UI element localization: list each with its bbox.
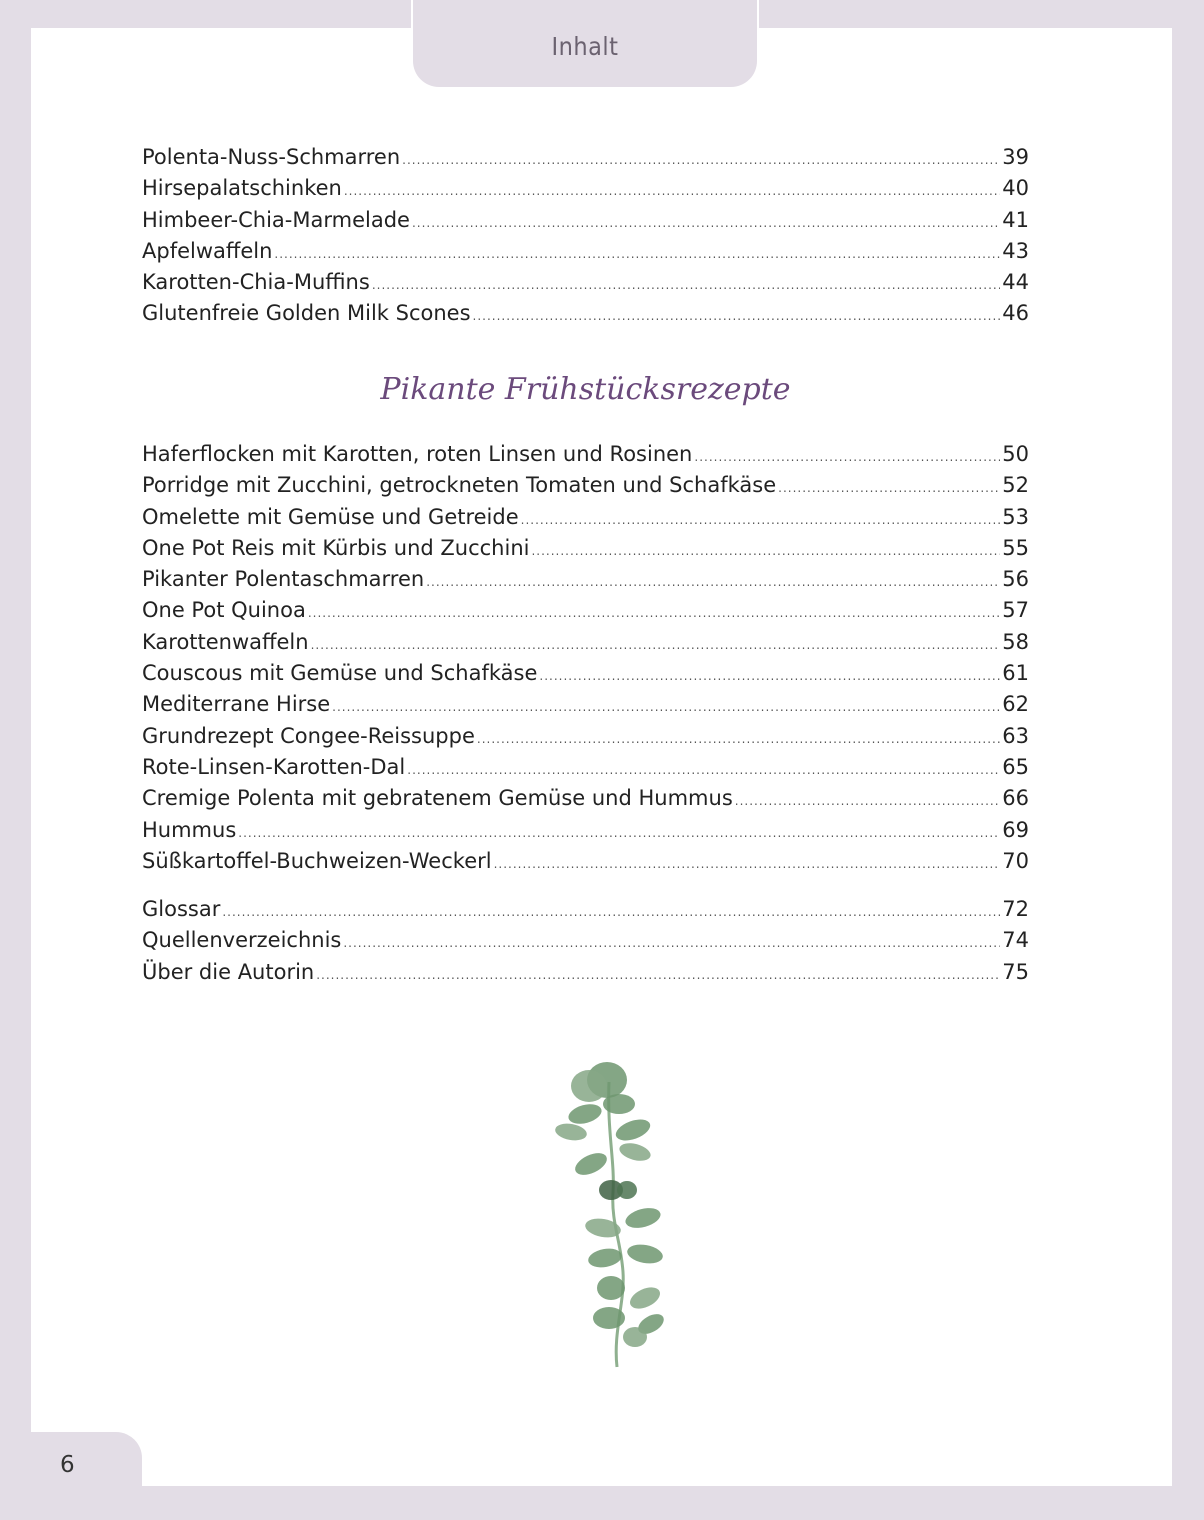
toc-entry-title: Rote-Linsen-Karotten-Dal xyxy=(142,754,406,779)
toc-entry-page: 56 xyxy=(1002,567,1029,592)
toc-entry-page: 39 xyxy=(1002,145,1029,169)
page-number: 6 xyxy=(60,1452,75,1478)
toc-entry-page: 50 xyxy=(1002,442,1029,466)
toc-entry-title: Himbeer-Chia-Marmelade xyxy=(142,207,410,232)
section-heading: Pikante Frühstücksrezepte xyxy=(380,372,791,407)
toc-entry-title: Porridge mit Zucchini, getrockneten Tomaten und Schafkäse xyxy=(142,473,777,498)
toc-entry-title: Karottenwaffeln xyxy=(142,629,309,654)
toc-entry-title: Polenta-Nuss-Schmarren xyxy=(142,145,401,169)
toc-entry-page: 66 xyxy=(1002,786,1029,811)
toc-entry-page: 72 xyxy=(1002,897,1029,921)
toc-entry-page: 52 xyxy=(1002,473,1029,498)
toc-dot-leader xyxy=(778,473,1000,504)
toc-entry-page: 41 xyxy=(1002,207,1029,232)
toc-dot-leader xyxy=(316,960,1000,991)
toc-entry-page: 55 xyxy=(1002,535,1029,560)
toc-dot-leader xyxy=(477,724,1000,755)
toc-entry-page: 53 xyxy=(1002,504,1029,529)
toc-entry-page: 46 xyxy=(1002,301,1029,326)
toc-entry xyxy=(142,236,1029,267)
toc-dot-leader xyxy=(332,692,1000,723)
toc-entry-page: 63 xyxy=(1002,723,1029,748)
page-title: Inhalt xyxy=(551,32,619,61)
toc-dot-leader xyxy=(274,239,1000,270)
toc-entry-page: 75 xyxy=(1002,959,1029,984)
toc-dot-leader xyxy=(735,786,1001,817)
toc-entry-title: Süßkartoffel-Buchweizen-Weckerl xyxy=(142,848,492,873)
toc-entry-page: 70 xyxy=(1002,848,1029,873)
toc-list-savory xyxy=(142,439,1029,877)
toc-entry-title: Mediterrane Hirse xyxy=(142,692,331,717)
toc-dot-leader xyxy=(343,928,1000,959)
toc-entry-page: 74 xyxy=(1002,928,1029,953)
toc-dot-leader xyxy=(426,567,1000,598)
toc-entry-page: 65 xyxy=(1002,754,1029,779)
toc-entry-title: Apfelwaffeln xyxy=(142,238,273,263)
toc-entry-page: 69 xyxy=(1002,817,1029,842)
toc-entry xyxy=(142,298,1029,329)
toc-dot-leader xyxy=(402,145,1000,176)
toc-entry xyxy=(142,925,1029,956)
toc-dot-leader xyxy=(473,301,1001,332)
toc-entry xyxy=(142,815,1029,846)
toc-entry xyxy=(142,502,1029,533)
toc-dot-leader xyxy=(407,755,1000,786)
toc-dot-leader xyxy=(494,849,1001,880)
toc-entry-title: Über die Autorin xyxy=(142,959,315,984)
toc-entry xyxy=(142,689,1029,720)
toc-entry xyxy=(142,783,1029,814)
toc-dot-leader xyxy=(238,818,1000,849)
toc-entry-title: Karotten-Chia-Muffins xyxy=(142,270,370,295)
toc-dot-leader xyxy=(694,442,1000,473)
toc-entry-page: 57 xyxy=(1002,598,1029,623)
toc-entry-title: Haferflocken mit Karotten, roten Linsen und Rosinen xyxy=(142,442,693,466)
toc-entry xyxy=(142,173,1029,204)
toc-entry xyxy=(142,721,1029,752)
eucalyptus-sprig-icon xyxy=(545,1052,675,1372)
toc-entry-title: Omelette mit Gemüse und Getreide xyxy=(142,504,519,529)
toc-entry-page: 61 xyxy=(1002,661,1029,686)
toc-entry-page: 58 xyxy=(1002,629,1029,654)
toc-dot-leader xyxy=(311,630,1001,661)
toc-dot-leader xyxy=(412,208,1000,239)
toc-entry-title: Grundrezept Congee-Reissuppe xyxy=(142,723,475,748)
toc-entry xyxy=(142,267,1029,298)
toc-dot-leader xyxy=(521,505,1001,536)
toc-entry xyxy=(142,658,1029,689)
toc-entry xyxy=(142,752,1029,783)
toc-entry xyxy=(142,894,1029,925)
toc-list-sweet xyxy=(142,142,1029,330)
toc-entry xyxy=(142,533,1029,564)
toc-entry-page: 40 xyxy=(1002,176,1029,201)
toc-entry xyxy=(142,142,1029,173)
toc-entry-page: 43 xyxy=(1002,238,1029,263)
toc-list-appendix xyxy=(142,894,1029,988)
toc-entry xyxy=(142,564,1029,595)
toc-entry-title: Cremige Polenta mit gebratenem Gemüse und Hummus xyxy=(142,786,733,811)
toc-entry-title: Glutenfreie Golden Milk Scones xyxy=(142,301,471,326)
toc-entry xyxy=(142,846,1029,877)
toc-entry-page: 44 xyxy=(1002,270,1029,295)
toc-entry-title: Hirsepalatschinken xyxy=(142,176,342,201)
toc-dot-leader xyxy=(222,897,1000,928)
toc-dot-leader xyxy=(308,598,1000,629)
toc-entry-title: Couscous mit Gemüse und Schafkäse xyxy=(142,661,538,686)
header-tab xyxy=(411,0,759,89)
toc-dot-leader xyxy=(372,270,1000,301)
toc-entry xyxy=(142,627,1029,658)
toc-entry xyxy=(142,957,1029,988)
toc-entry xyxy=(142,205,1029,236)
toc-entry-title: One Pot Reis mit Kürbis und Zucchini xyxy=(142,535,530,560)
toc-entry-title: Quellenverzeichnis xyxy=(142,928,342,953)
toc-dot-leader xyxy=(531,536,1000,567)
toc-entry-page: 62 xyxy=(1002,692,1029,717)
toc-entry-title: Pikanter Polentaschmarren xyxy=(142,567,425,592)
toc-entry xyxy=(142,595,1029,626)
toc-entry-title: Glossar xyxy=(142,897,221,921)
toc-entry-title: Hummus xyxy=(142,817,237,842)
toc-entry xyxy=(142,470,1029,501)
toc-dot-leader xyxy=(539,661,1000,692)
toc-entry xyxy=(142,439,1029,470)
toc-dot-leader xyxy=(344,176,1000,207)
toc-entry-title: One Pot Quinoa xyxy=(142,598,306,623)
